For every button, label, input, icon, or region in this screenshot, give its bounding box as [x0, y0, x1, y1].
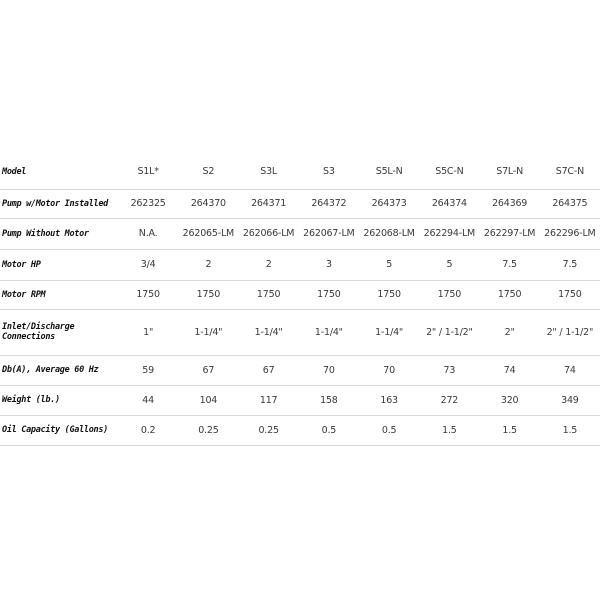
- cell: 1-1/4": [375, 326, 404, 338]
- cell: 1750: [437, 289, 462, 300]
- cell: 3: [325, 259, 332, 270]
- cell: 7.5: [562, 259, 578, 270]
- row-label-motor-hp: Motor HP: [2, 259, 41, 270]
- pump-spec-table: [0, 155, 600, 446]
- cell: 59: [142, 364, 154, 376]
- cell: 2": [504, 326, 515, 338]
- cell: 264369: [492, 198, 528, 209]
- cell: 264372: [311, 198, 347, 209]
- cell: 349: [561, 394, 579, 406]
- cell: 67: [202, 364, 215, 376]
- row-pump-with-motor: [0, 189, 600, 218]
- cell: S1L*: [137, 166, 159, 178]
- cell: S2: [202, 166, 215, 178]
- cell: 7.5: [502, 259, 517, 270]
- cell: 0.5: [321, 424, 337, 436]
- row-dba: [0, 355, 600, 385]
- cell: 264373: [371, 198, 407, 209]
- row-model: [0, 155, 600, 189]
- row-inlet-discharge: [0, 309, 600, 355]
- cell: 2" / 1-1/2": [546, 326, 594, 338]
- cell: 3/4: [140, 259, 156, 270]
- cell: 0.25: [258, 424, 279, 436]
- cell: 44: [142, 394, 154, 406]
- cell: 320: [500, 394, 519, 406]
- row-label-pump-without-motor: Pump Without Motor: [2, 228, 89, 239]
- row-label-inlet-discharge: Inlet/Discharge Connections: [2, 322, 75, 342]
- cell: 264371: [251, 198, 287, 209]
- cell: 262068-LM: [363, 228, 415, 239]
- cell: 262066-LM: [242, 228, 295, 239]
- row-pump-without-motor: [0, 218, 600, 249]
- row-label-model: Model: [2, 166, 27, 177]
- cell: 67: [262, 364, 275, 376]
- cell: 262325: [130, 198, 166, 209]
- cell: 1.5: [442, 424, 457, 436]
- cell: 1750: [136, 289, 160, 300]
- cell: 272: [440, 394, 459, 406]
- cell: 2: [205, 259, 212, 270]
- cell: 2" / 1-1/2": [426, 326, 473, 338]
- cell: N.A.: [138, 228, 158, 239]
- cell: 262067-LM: [303, 228, 355, 239]
- row-weight: [0, 385, 600, 415]
- cell: S7L-N: [496, 166, 523, 178]
- cell: 104: [199, 394, 218, 406]
- cell: 0.25: [198, 424, 219, 436]
- cell: 1750: [317, 289, 341, 300]
- cell: 1750: [196, 289, 221, 300]
- cell: 0.5: [381, 424, 397, 436]
- cell: 1750: [497, 289, 522, 300]
- cell: 1.5: [502, 424, 517, 436]
- cell: 262297-LM: [483, 228, 536, 239]
- row-label-dba: Db(A), Average 60 Hz: [2, 365, 99, 375]
- cell: 264370: [190, 198, 226, 209]
- cell: 1750: [377, 289, 401, 300]
- cell: 163: [380, 394, 398, 406]
- cell: 5: [446, 259, 453, 270]
- cell: 0.2: [140, 424, 156, 436]
- row-label-oil-capacity: Oil Capacity (Gallons): [2, 425, 108, 435]
- cell: 1-1/4": [194, 326, 223, 338]
- cell: 158: [320, 394, 338, 406]
- row-motor-rpm: [0, 280, 600, 309]
- row-motor-hp: [0, 249, 600, 280]
- cell: 70: [383, 364, 395, 376]
- cell: 1": [143, 326, 154, 338]
- cell: 70: [323, 364, 335, 376]
- cell: 262294-LM: [423, 228, 476, 239]
- cell: S5C-N: [435, 166, 464, 178]
- cell: S5L-N: [375, 166, 403, 178]
- cell: 262296-LM: [544, 228, 596, 239]
- row-oil-capacity: [0, 415, 600, 445]
- cell: 5: [386, 259, 393, 270]
- cell: 262065-LM: [182, 228, 235, 239]
- cell: 1-1/4": [314, 326, 343, 338]
- cell: 1750: [256, 289, 281, 300]
- cell: 264375: [552, 198, 588, 209]
- cell: S3: [323, 166, 335, 178]
- row-label-weight: Weight (lb.): [2, 395, 60, 405]
- cell: 74: [503, 364, 516, 376]
- row-label-motor-rpm: Motor RPM: [2, 289, 46, 300]
- cell: 1-1/4": [254, 326, 283, 338]
- cell: 2: [265, 259, 272, 270]
- row-label-pump-with-motor: Pump w/Motor Installed: [2, 198, 108, 209]
- cell: 1.5: [562, 424, 578, 436]
- cell: 1750: [558, 289, 582, 300]
- cell: 74: [564, 364, 576, 376]
- cell: 264374: [431, 198, 467, 209]
- cell: S3L: [260, 166, 278, 178]
- cell: 73: [443, 364, 456, 376]
- cell: S7C-N: [555, 166, 584, 178]
- cell: 117: [259, 394, 278, 406]
